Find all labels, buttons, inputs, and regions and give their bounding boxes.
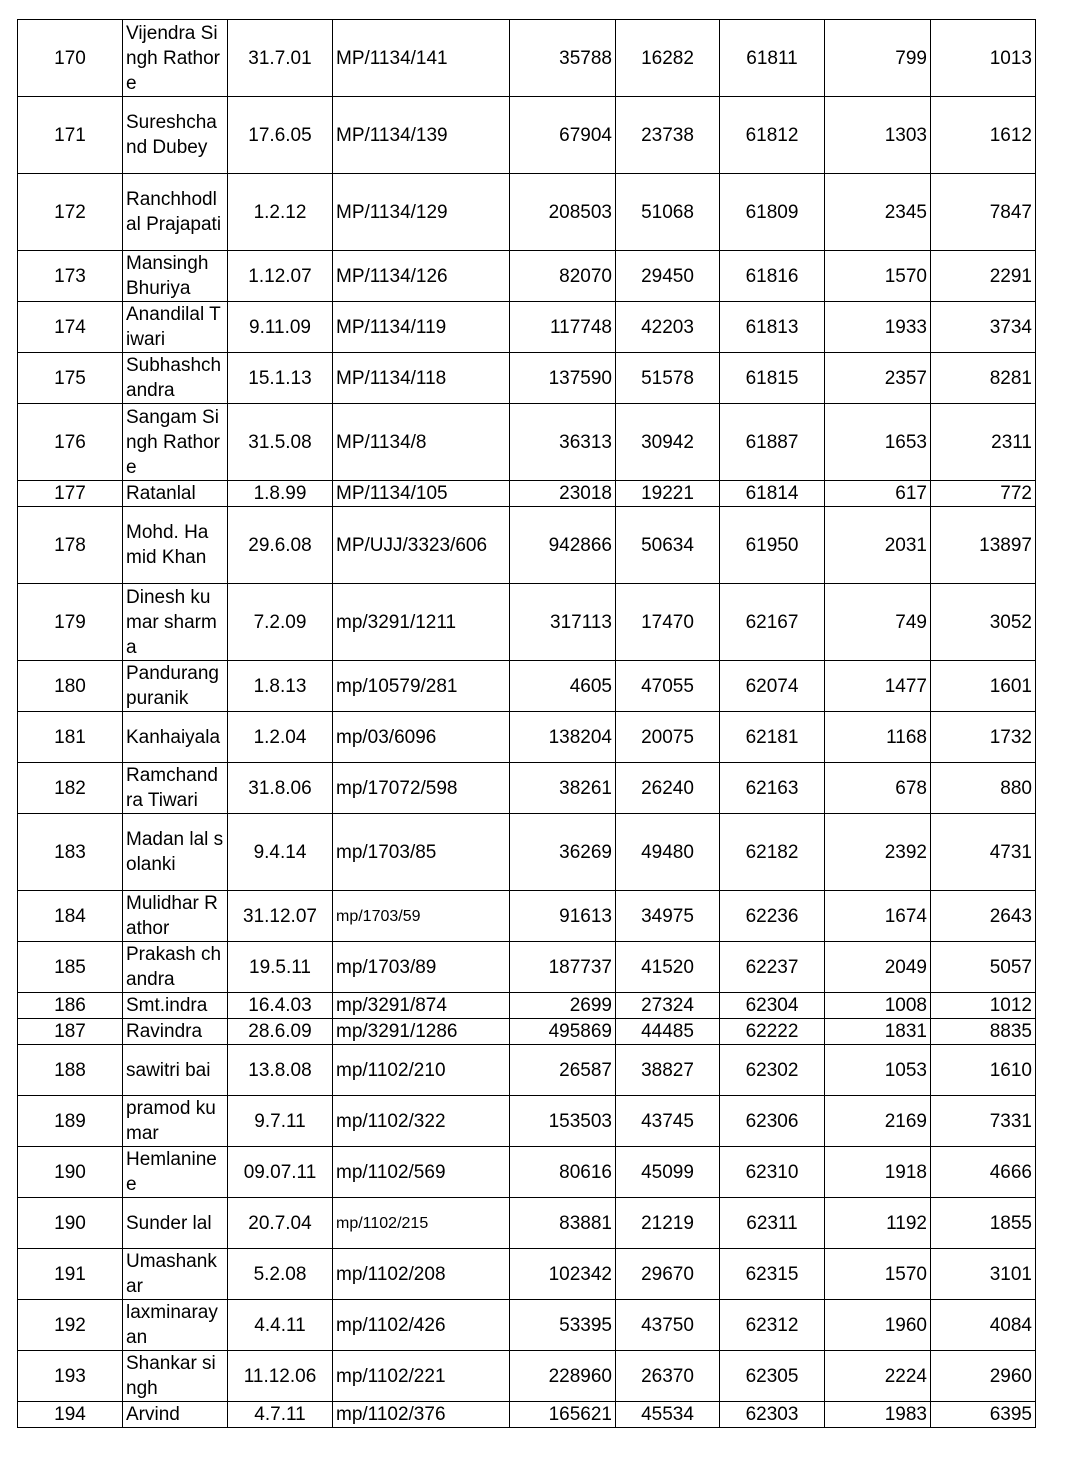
serial-number: 175 [18, 353, 123, 404]
code-cell: 61815 [720, 353, 825, 404]
date-cell: 1.8.99 [228, 481, 333, 507]
amount-d-cell: 1053 [825, 1045, 931, 1096]
table-row [18, 507, 1036, 584]
amount-d-cell: 1008 [825, 993, 931, 1019]
ppo-number-cell: mp/1102/210 [333, 1045, 510, 1096]
amount-b-cell: 26370 [616, 1351, 720, 1402]
amount-e-cell: 2643 [931, 891, 1036, 942]
ppo-number-cell: MP/1134/141 [333, 20, 510, 97]
amount-b-cell: 23738 [616, 97, 720, 174]
date-cell: 11.12.06 [228, 1351, 333, 1402]
pension-table [17, 19, 1036, 1428]
name-cell: Ravindra [123, 1019, 228, 1045]
ppo-number-cell: mp/3291/874 [333, 993, 510, 1019]
amount-a-cell: 165621 [510, 1402, 616, 1428]
amount-d-cell: 2169 [825, 1096, 931, 1147]
ppo-number-cell: mp/3291/1211 [333, 584, 510, 661]
date-cell: 19.5.11 [228, 942, 333, 993]
serial-number: 193 [18, 1351, 123, 1402]
amount-d-cell: 799 [825, 20, 931, 97]
date-cell: 16.4.03 [228, 993, 333, 1019]
ppo-number-cell: MP/1134/126 [333, 251, 510, 302]
ppo-number-cell: MP/1134/118 [333, 353, 510, 404]
name-cell: Mansingh Bhuriya [123, 251, 228, 302]
amount-b-cell: 42203 [616, 302, 720, 353]
code-cell: 62310 [720, 1147, 825, 1198]
code-cell: 61812 [720, 97, 825, 174]
amount-e-cell: 1612 [931, 97, 1036, 174]
amount-b-cell: 45099 [616, 1147, 720, 1198]
table-row [18, 661, 1036, 712]
amount-e-cell: 7331 [931, 1096, 1036, 1147]
amount-d-cell: 2049 [825, 942, 931, 993]
amount-b-cell: 47055 [616, 661, 720, 712]
amount-a-cell: 208503 [510, 174, 616, 251]
amount-e-cell: 2960 [931, 1351, 1036, 1402]
amount-e-cell: 3734 [931, 302, 1036, 353]
amount-e-cell: 1610 [931, 1045, 1036, 1096]
serial-number: 181 [18, 712, 123, 763]
name-cell: Ratanlal [123, 481, 228, 507]
ppo-number-cell: mp/1703/85 [333, 814, 510, 891]
name-cell: Mulidhar Rathor [123, 891, 228, 942]
amount-e-cell: 7847 [931, 174, 1036, 251]
name-cell: Mohd. Hamid Khan [123, 507, 228, 584]
date-cell: 29.6.08 [228, 507, 333, 584]
amount-a-cell: 91613 [510, 891, 616, 942]
serial-number: 177 [18, 481, 123, 507]
amount-a-cell: 23018 [510, 481, 616, 507]
ppo-number-cell: mp/3291/1286 [333, 1019, 510, 1045]
amount-b-cell: 45534 [616, 1402, 720, 1428]
name-cell: laxminarayan [123, 1300, 228, 1351]
ppo-number-cell: mp/1102/376 [333, 1402, 510, 1428]
code-cell: 62236 [720, 891, 825, 942]
ppo-number-cell: mp/1102/215 [333, 1198, 510, 1249]
serial-number: 194 [18, 1402, 123, 1428]
table-row [18, 404, 1036, 481]
amount-d-cell: 2357 [825, 353, 931, 404]
table-row [18, 763, 1036, 814]
name-cell: Sureshchand Dubey [123, 97, 228, 174]
ppo-number-cell: MP/UJJ/3323/606 [333, 507, 510, 584]
date-cell: 1.2.12 [228, 174, 333, 251]
code-cell: 62182 [720, 814, 825, 891]
amount-a-cell: 317113 [510, 584, 616, 661]
date-cell: 4.7.11 [228, 1402, 333, 1428]
amount-a-cell: 137590 [510, 353, 616, 404]
serial-number: 192 [18, 1300, 123, 1351]
amount-b-cell: 44485 [616, 1019, 720, 1045]
amount-b-cell: 19221 [616, 481, 720, 507]
code-cell: 62311 [720, 1198, 825, 1249]
amount-a-cell: 35788 [510, 20, 616, 97]
amount-e-cell: 1732 [931, 712, 1036, 763]
date-cell: 15.1.13 [228, 353, 333, 404]
amount-a-cell: 67904 [510, 97, 616, 174]
date-cell: 17.6.05 [228, 97, 333, 174]
code-cell: 62302 [720, 1045, 825, 1096]
ppo-number-cell: MP/1134/129 [333, 174, 510, 251]
name-cell: Hemlaninee [123, 1147, 228, 1198]
table-row [18, 481, 1036, 507]
amount-d-cell: 2031 [825, 507, 931, 584]
amount-e-cell: 8281 [931, 353, 1036, 404]
amount-a-cell: 495869 [510, 1019, 616, 1045]
table-row [18, 1096, 1036, 1147]
amount-a-cell: 83881 [510, 1198, 616, 1249]
table-body [18, 20, 1036, 1428]
serial-number: 172 [18, 174, 123, 251]
serial-number: 191 [18, 1249, 123, 1300]
date-cell: 31.5.08 [228, 404, 333, 481]
amount-e-cell: 772 [931, 481, 1036, 507]
code-cell: 62167 [720, 584, 825, 661]
serial-number: 183 [18, 814, 123, 891]
code-cell: 62222 [720, 1019, 825, 1045]
date-cell: 20.7.04 [228, 1198, 333, 1249]
amount-d-cell: 1653 [825, 404, 931, 481]
ppo-number-cell: mp/1102/569 [333, 1147, 510, 1198]
amount-e-cell: 8835 [931, 1019, 1036, 1045]
amount-e-cell: 1013 [931, 20, 1036, 97]
ppo-number-cell: MP/1134/8 [333, 404, 510, 481]
name-cell: Arvind [123, 1402, 228, 1428]
table-row [18, 712, 1036, 763]
date-cell: 1.12.07 [228, 251, 333, 302]
amount-d-cell: 617 [825, 481, 931, 507]
amount-e-cell: 3052 [931, 584, 1036, 661]
amount-d-cell: 1674 [825, 891, 931, 942]
date-cell: 9.7.11 [228, 1096, 333, 1147]
serial-number: 190 [18, 1147, 123, 1198]
amount-d-cell: 1570 [825, 1249, 931, 1300]
amount-a-cell: 36269 [510, 814, 616, 891]
name-cell: Umashankar [123, 1249, 228, 1300]
amount-d-cell: 1918 [825, 1147, 931, 1198]
code-cell: 61809 [720, 174, 825, 251]
amount-b-cell: 38827 [616, 1045, 720, 1096]
code-cell: 62074 [720, 661, 825, 712]
amount-a-cell: 942866 [510, 507, 616, 584]
amount-a-cell: 117748 [510, 302, 616, 353]
table-row [18, 1019, 1036, 1045]
amount-b-cell: 43750 [616, 1300, 720, 1351]
ppo-number-cell: MP/1134/119 [333, 302, 510, 353]
amount-b-cell: 43745 [616, 1096, 720, 1147]
table-row [18, 814, 1036, 891]
amount-a-cell: 228960 [510, 1351, 616, 1402]
name-cell: Kanhaiyala [123, 712, 228, 763]
amount-e-cell: 2291 [931, 251, 1036, 302]
code-cell: 61811 [720, 20, 825, 97]
amount-b-cell: 30942 [616, 404, 720, 481]
serial-number: 179 [18, 584, 123, 661]
amount-e-cell: 3101 [931, 1249, 1036, 1300]
ppo-number-cell: mp/1102/221 [333, 1351, 510, 1402]
amount-b-cell: 51578 [616, 353, 720, 404]
code-cell: 61814 [720, 481, 825, 507]
amount-b-cell: 26240 [616, 763, 720, 814]
amount-a-cell: 53395 [510, 1300, 616, 1351]
name-cell: Dinesh kumar sharma [123, 584, 228, 661]
code-cell: 62315 [720, 1249, 825, 1300]
date-cell: 28.6.09 [228, 1019, 333, 1045]
table-row [18, 353, 1036, 404]
serial-number: 176 [18, 404, 123, 481]
serial-number: 174 [18, 302, 123, 353]
table-row [18, 993, 1036, 1019]
code-cell: 62305 [720, 1351, 825, 1402]
name-cell: Vijendra Singh Rathore [123, 20, 228, 97]
amount-b-cell: 16282 [616, 20, 720, 97]
date-cell: 1.8.13 [228, 661, 333, 712]
ppo-number-cell: mp/1703/89 [333, 942, 510, 993]
serial-number: 188 [18, 1045, 123, 1096]
name-cell: Prakash chandra [123, 942, 228, 993]
name-cell: Anandilal Tiwari [123, 302, 228, 353]
serial-number: 184 [18, 891, 123, 942]
amount-e-cell: 13897 [931, 507, 1036, 584]
amount-a-cell: 2699 [510, 993, 616, 1019]
date-cell: 31.7.01 [228, 20, 333, 97]
amount-d-cell: 1168 [825, 712, 931, 763]
code-cell: 62163 [720, 763, 825, 814]
serial-number: 187 [18, 1019, 123, 1045]
amount-e-cell: 1601 [931, 661, 1036, 712]
ppo-number-cell: mp/1102/208 [333, 1249, 510, 1300]
name-cell: Subhashchandra [123, 353, 228, 404]
amount-d-cell: 678 [825, 763, 931, 814]
amount-a-cell: 80616 [510, 1147, 616, 1198]
table-row [18, 891, 1036, 942]
serial-number: 185 [18, 942, 123, 993]
amount-d-cell: 2345 [825, 174, 931, 251]
code-cell: 61887 [720, 404, 825, 481]
amount-b-cell: 21219 [616, 1198, 720, 1249]
amount-e-cell: 5057 [931, 942, 1036, 993]
table-row [18, 1045, 1036, 1096]
date-cell: 09.07.11 [228, 1147, 333, 1198]
code-cell: 62312 [720, 1300, 825, 1351]
date-cell: 13.8.08 [228, 1045, 333, 1096]
amount-a-cell: 4605 [510, 661, 616, 712]
ppo-number-cell: MP/1134/139 [333, 97, 510, 174]
amount-e-cell: 6395 [931, 1402, 1036, 1428]
ppo-number-cell: mp/10579/281 [333, 661, 510, 712]
name-cell: sawitri bai [123, 1045, 228, 1096]
serial-number: 171 [18, 97, 123, 174]
name-cell: Madan lal solanki [123, 814, 228, 891]
name-cell: Sangam Singh Rathore [123, 404, 228, 481]
table-row [18, 1147, 1036, 1198]
amount-a-cell: 36313 [510, 404, 616, 481]
amount-d-cell: 1477 [825, 661, 931, 712]
amount-a-cell: 102342 [510, 1249, 616, 1300]
ppo-number-cell: mp/17072/598 [333, 763, 510, 814]
name-cell: Ranchhodlal Prajapati [123, 174, 228, 251]
serial-number: 180 [18, 661, 123, 712]
amount-d-cell: 1570 [825, 251, 931, 302]
code-cell: 62181 [720, 712, 825, 763]
amount-a-cell: 153503 [510, 1096, 616, 1147]
ppo-number-cell: mp/03/6096 [333, 712, 510, 763]
amount-d-cell: 1933 [825, 302, 931, 353]
amount-b-cell: 51068 [616, 174, 720, 251]
code-cell: 61816 [720, 251, 825, 302]
ppo-number-cell: mp/1102/322 [333, 1096, 510, 1147]
amount-d-cell: 1983 [825, 1402, 931, 1428]
amount-a-cell: 187737 [510, 942, 616, 993]
date-cell: 31.12.07 [228, 891, 333, 942]
table-row [18, 1402, 1036, 1428]
ppo-number-cell: mp/1703/59 [333, 891, 510, 942]
table-row [18, 251, 1036, 302]
amount-a-cell: 82070 [510, 251, 616, 302]
amount-d-cell: 749 [825, 584, 931, 661]
name-cell: Smt.indra [123, 993, 228, 1019]
amount-b-cell: 41520 [616, 942, 720, 993]
amount-d-cell: 1831 [825, 1019, 931, 1045]
amount-d-cell: 2224 [825, 1351, 931, 1402]
table-row [18, 1351, 1036, 1402]
amount-e-cell: 2311 [931, 404, 1036, 481]
code-cell: 61950 [720, 507, 825, 584]
amount-b-cell: 49480 [616, 814, 720, 891]
name-cell: Ramchandra Tiwari [123, 763, 228, 814]
amount-b-cell: 27324 [616, 993, 720, 1019]
table-row [18, 174, 1036, 251]
code-cell: 62306 [720, 1096, 825, 1147]
name-cell: Pandurang puranik [123, 661, 228, 712]
date-cell: 4.4.11 [228, 1300, 333, 1351]
ppo-number-cell: MP/1134/105 [333, 481, 510, 507]
serial-number: 189 [18, 1096, 123, 1147]
date-cell: 31.8.06 [228, 763, 333, 814]
code-cell: 62303 [720, 1402, 825, 1428]
table-row [18, 1198, 1036, 1249]
amount-d-cell: 2392 [825, 814, 931, 891]
amount-a-cell: 26587 [510, 1045, 616, 1096]
table-row [18, 97, 1036, 174]
amount-b-cell: 20075 [616, 712, 720, 763]
serial-number: 182 [18, 763, 123, 814]
date-cell: 9.11.09 [228, 302, 333, 353]
amount-d-cell: 1192 [825, 1198, 931, 1249]
amount-a-cell: 38261 [510, 763, 616, 814]
serial-number: 178 [18, 507, 123, 584]
code-cell: 62237 [720, 942, 825, 993]
amount-d-cell: 1960 [825, 1300, 931, 1351]
name-cell: pramod kumar [123, 1096, 228, 1147]
name-cell: Shankar singh [123, 1351, 228, 1402]
date-cell: 5.2.08 [228, 1249, 333, 1300]
amount-b-cell: 50634 [616, 507, 720, 584]
table-row [18, 302, 1036, 353]
name-cell: Sunder lal [123, 1198, 228, 1249]
date-cell: 9.4.14 [228, 814, 333, 891]
amount-e-cell: 880 [931, 763, 1036, 814]
amount-e-cell: 4731 [931, 814, 1036, 891]
amount-e-cell: 1012 [931, 993, 1036, 1019]
amount-e-cell: 1855 [931, 1198, 1036, 1249]
table-row [18, 1249, 1036, 1300]
date-cell: 7.2.09 [228, 584, 333, 661]
amount-e-cell: 4666 [931, 1147, 1036, 1198]
date-cell: 1.2.04 [228, 712, 333, 763]
table-row [18, 584, 1036, 661]
ppo-number-cell: mp/1102/426 [333, 1300, 510, 1351]
table-row [18, 942, 1036, 993]
amount-a-cell: 138204 [510, 712, 616, 763]
amount-b-cell: 17470 [616, 584, 720, 661]
serial-number: 186 [18, 993, 123, 1019]
serial-number: 173 [18, 251, 123, 302]
table-row [18, 1300, 1036, 1351]
serial-number: 170 [18, 20, 123, 97]
amount-b-cell: 29670 [616, 1249, 720, 1300]
amount-d-cell: 1303 [825, 97, 931, 174]
amount-b-cell: 34975 [616, 891, 720, 942]
table-row [18, 20, 1036, 97]
serial-number: 190 [18, 1198, 123, 1249]
amount-b-cell: 29450 [616, 251, 720, 302]
amount-e-cell: 4084 [931, 1300, 1036, 1351]
code-cell: 62304 [720, 993, 825, 1019]
code-cell: 61813 [720, 302, 825, 353]
